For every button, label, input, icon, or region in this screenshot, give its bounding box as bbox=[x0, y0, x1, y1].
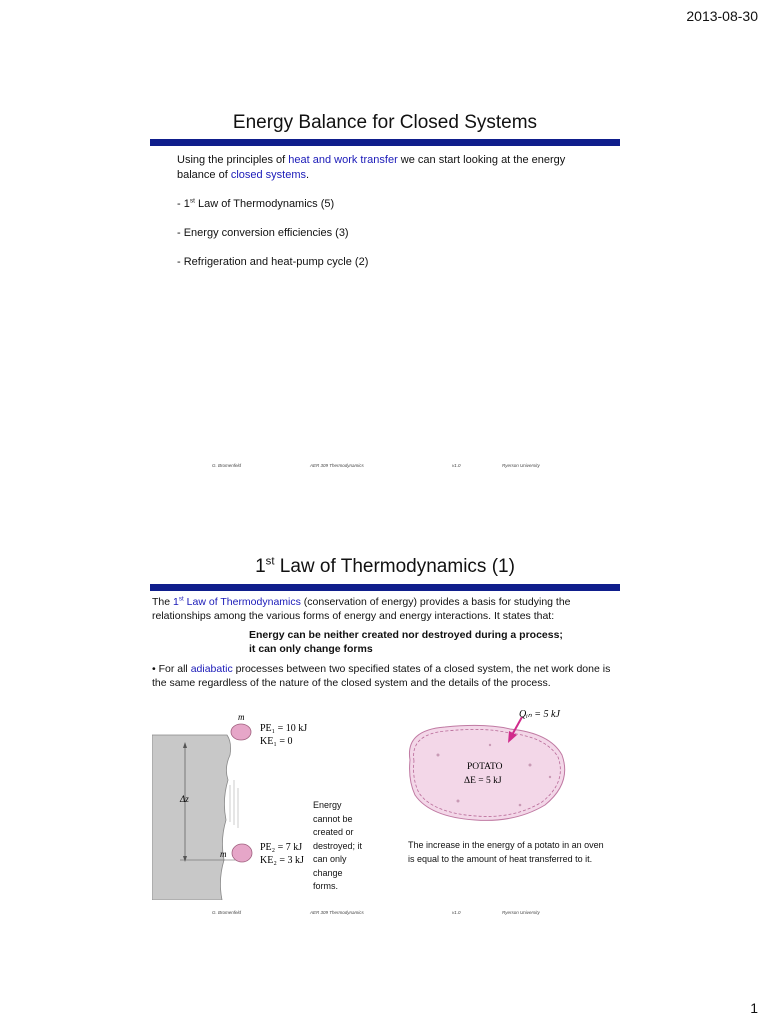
slide1-item-refrigeration: - Refrigeration and heat-pump cycle (2) bbox=[177, 256, 369, 268]
slide2-footer-university: Ryerson University bbox=[502, 910, 540, 915]
ke2-label: KE₂ = 3 kJ bbox=[260, 855, 304, 866]
pe2-label: PE₂ = 7 kJ bbox=[260, 842, 303, 853]
page-number: 1 bbox=[750, 1000, 758, 1016]
slide1-item-efficiencies: - Energy conversion efficiencies (3) bbox=[177, 227, 349, 239]
potato-spot bbox=[489, 744, 491, 746]
potato-spot bbox=[549, 776, 551, 778]
page-date: 2013-08-30 bbox=[686, 8, 758, 24]
p1-text: (conservation of energy) provides a basis for studying the relationships among the various forms of energy and energy interactions. It states that: bbox=[152, 596, 571, 622]
q-in-label: Qᵢₙ = 5 kJ bbox=[519, 709, 560, 720]
caption-line: created or bbox=[313, 827, 354, 837]
slide2-first-law-paragraph bbox=[152, 595, 618, 623]
delta-z-label: Δz bbox=[180, 794, 189, 804]
cliff-shape bbox=[152, 735, 231, 900]
potato-spot bbox=[529, 764, 532, 767]
potato-figure bbox=[400, 705, 575, 830]
potato-caption: The increase in the energy of a potato in an oven is equal to the amount of heat transferred to it. bbox=[408, 840, 604, 864]
item-sup: st bbox=[189, 197, 195, 205]
title-text: 1 bbox=[255, 556, 266, 577]
slide2-adiabatic-paragraph bbox=[152, 662, 618, 690]
slide2-footer-course: AER 309 Thermodynamics bbox=[310, 910, 364, 915]
ke1-label: KE₁ = 0 bbox=[260, 736, 293, 747]
intro-text: Using the principles of bbox=[177, 154, 289, 166]
potato-spot bbox=[437, 754, 440, 757]
slide1-footer-university: Ryerson University bbox=[502, 463, 540, 468]
link-sup: st bbox=[178, 595, 184, 603]
caption-line: can only bbox=[313, 854, 347, 864]
rock-bottom-icon bbox=[232, 844, 252, 862]
slide1-footer-course: AER 309 Thermodynamics bbox=[310, 463, 364, 468]
item-text: Law of Thermodynamics (5) bbox=[194, 198, 335, 210]
pe1-label: PE₁ = 10 kJ bbox=[260, 723, 308, 734]
potato-shape bbox=[409, 725, 564, 820]
intro-text: we can start looking at the energy balance of bbox=[177, 154, 566, 181]
statement-line: Energy can be neither created nor destroyed during a process; bbox=[249, 629, 563, 641]
caption-line: cannot be bbox=[313, 813, 353, 824]
heat-work-transfer-link[interactable]: heat and work transfer bbox=[288, 154, 398, 166]
rock-top-icon bbox=[231, 724, 251, 740]
slide1-title: Energy Balance for Closed Systems bbox=[232, 112, 538, 133]
slide1-footer-author: G. Bromenfeld bbox=[212, 463, 242, 468]
p2-text: • For all bbox=[152, 663, 191, 675]
potato-spot bbox=[519, 804, 522, 807]
potato-label: POTATO bbox=[467, 762, 503, 772]
potato-spot bbox=[457, 800, 460, 803]
slide1-item-first-law bbox=[177, 197, 334, 212]
caption-line: change bbox=[313, 867, 343, 878]
title-sup: st bbox=[265, 555, 275, 568]
caption-line: forms. bbox=[313, 881, 339, 891]
intro-text: . bbox=[306, 169, 310, 181]
caption-line: Energy bbox=[313, 800, 342, 810]
statement-line: it can only change forms bbox=[249, 643, 373, 655]
energy-caption bbox=[313, 799, 362, 894]
first-law-link[interactable] bbox=[173, 596, 301, 608]
link-text: Law of Thermodynamics bbox=[183, 596, 301, 608]
slide2-footer-version: v1.0 bbox=[452, 910, 461, 915]
caption-line: destroyed; it bbox=[313, 840, 363, 851]
p1-text: The bbox=[152, 596, 174, 608]
adiabatic-link[interactable]: adiabatic bbox=[190, 663, 233, 675]
slide1-intro bbox=[177, 153, 597, 183]
slide1-footer-version: v1.0 bbox=[452, 463, 461, 468]
closed-systems-link[interactable]: closed systems bbox=[230, 169, 307, 181]
falling-rock-figure bbox=[152, 710, 312, 900]
delta-e-label: ΔE = 5 kJ bbox=[464, 776, 502, 786]
first-law-statement bbox=[249, 628, 563, 656]
slide2-footer-author: G. Bromenfeld bbox=[212, 910, 242, 915]
slide1-title-bar bbox=[150, 139, 620, 146]
p2-text: processes between two specified states of a closed system, the net work done is the same regardless of the nature of the closed system and the details of the process. bbox=[152, 663, 611, 689]
mass-label-bottom: m bbox=[220, 849, 227, 859]
title-text: Law of Thermodynamics (1) bbox=[274, 556, 515, 577]
link-text: 1 bbox=[173, 596, 179, 608]
slide2-title bbox=[150, 556, 620, 578]
slide2-title-bar bbox=[150, 584, 620, 591]
mass-label-top: m bbox=[238, 712, 245, 722]
item-text: - 1 bbox=[177, 198, 190, 210]
